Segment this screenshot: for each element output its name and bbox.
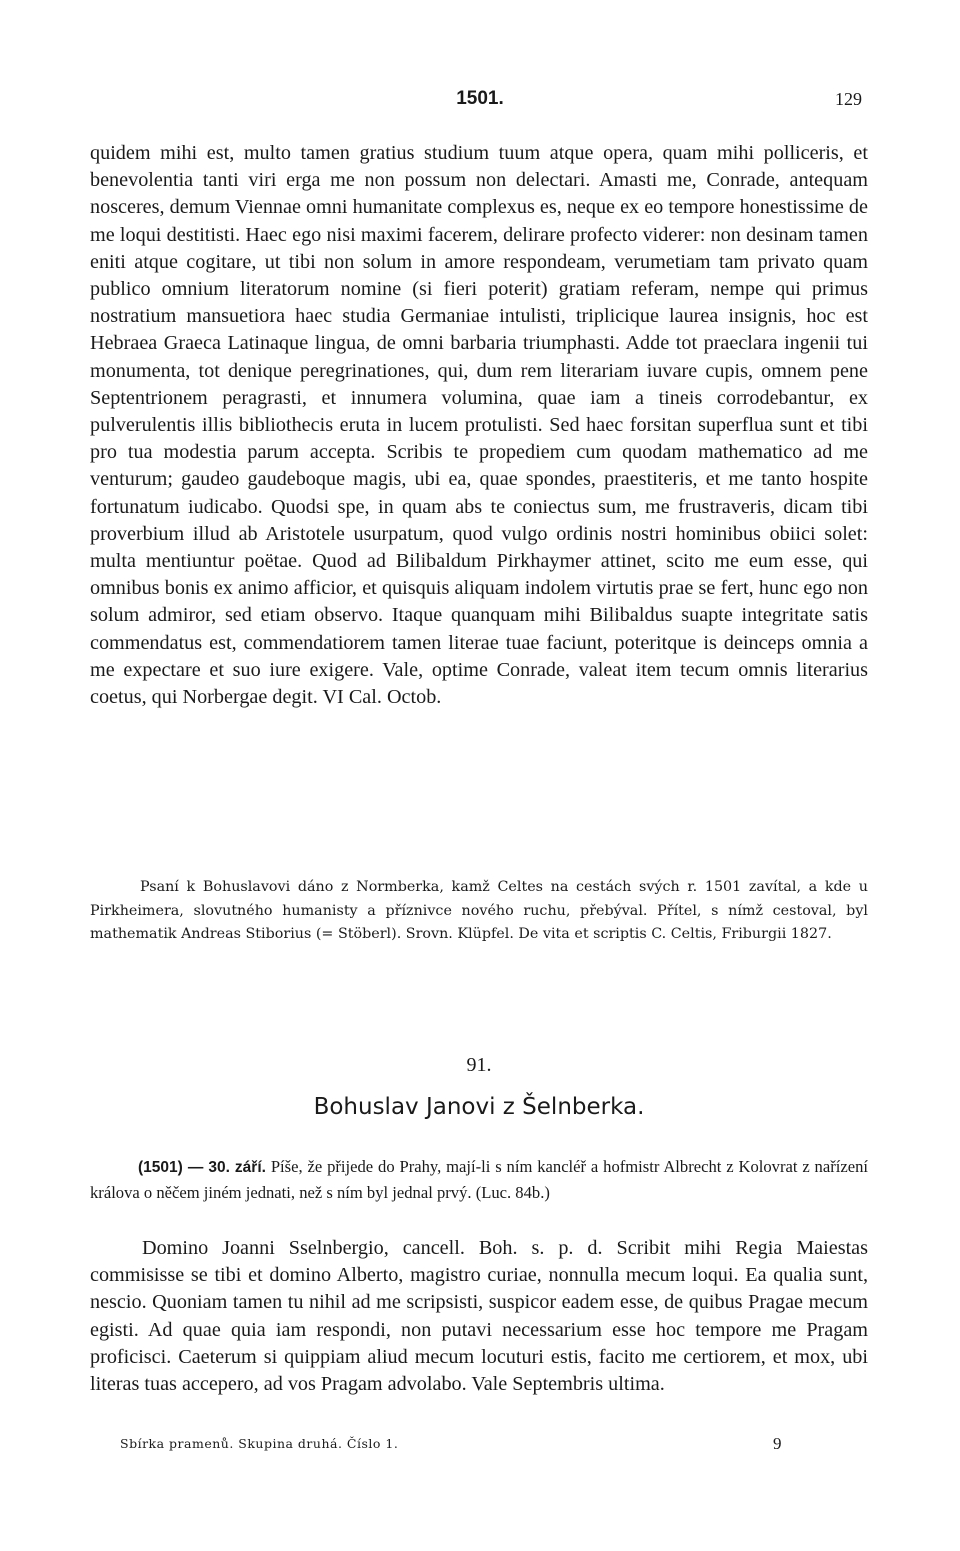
letter-body: Domino Joanni Sselnbergio, cancell. Boh. s. p. d. Scribit mihi Regia Maiestas commisisse se tibi et domino Alberto, magistro curiae, nonnulla mecum loqui. Ea qualia sunt, nescio. Quoniam tamen tu nihil ad me scripsisti, suspicor eadem esse, de quibus Pragae mecum egisti. Ad quae quia iam respondi, non putavi necessarium esse hoc tempore me Pragam proficisci. Caeterum si quippiam aliud mecum locuturi estis, facito me certiorem, et mox, ubi literas tuas accepero, ad vos Pragam advolabo. Vale Septembris ultima.: [90, 1237, 868, 1396]
signature-mark: Sbírka pramenů. Skupina druhá. Číslo 1.: [120, 1436, 399, 1451]
running-header: [90, 88, 870, 118]
letter-number: 91.: [466, 1054, 492, 1076]
main-letter-text: quidem mihi est, multo tamen gratius studium tuum atque opera, quam mihi polliceris, et benevolentia tanti viri erga me non possum non delectari. Amasti me, Conrade, antequam nosceres, demum Viennae omni humanitate complexus es, neque ex eo tempore honestissime de me loqui destitisti. Haec ego nisi maximi facerem, delirare profecto viderer: non desinam tamen eniti atque cogitare, ut tibi non solum in amore respondeam, verumetiam tam privato quam publico omnium literatorum nomine (si fieri poterit) gratiam referam, nempe qui primus nostratium mansuetiora haec studia Germaniae intulisti, triplicique laurea insignis, hoc est Hebraea Graeca Latinaque lingua, de omni barbaria triumphasti. Adde tot praeclara ingenii tui monumenta, tot denique peregrinationes, qui, dum rem literariam iuvare cupis, omnem pene Septentrionem peragrasti, et innumera volumina, quae iam a tineis corrodebantur, ex pulverulentis illis bibliothecis eruta in lucem protulisti. Sed haec forsitan superflua sunt et tibi pro tua modestia parum accepta. Scribis te propediem cum quodam mathematico ad me venturum; gaudeo gaudeboque magis, ubi ea, quae spondes, praestiteris, et me tanto hospite fortunatum iudicabo. Quodsi spe, in quam abs te coniectus sum, me frustraveris, dicam tibi proverbium illud ab Aristotele usurpatum, quod vulgo ordinis nostri hominibus obiici solet: multa mentiuntur poëtae. Quod ad Bilibaldum Pirkhaymer attinet, scito me eum esse, qui omnibus bonis ex animo afficior, et quisquis aliquam indolem virtutis prae se fert, hunc ego non solum admiror, sed etiam observo. Itaque quanquam mihi Bilibaldus suapte integritate satis commendatus est, commendatiorem tamen literae tuae faciunt, poteritque is deinceps omnia a me expectare et suo iure exigere. Vale, optime Conrade, valeat item tecum omnis literarius coetus, qui Norbergae degit. VI Cal. Octob.: [90, 142, 868, 709]
letter-summary: [90, 1154, 868, 1205]
letter-title: Bohuslav Janovi z Šelnberka.: [313, 1094, 645, 1120]
editorial-note: Psaní k Bohuslavovi dáno z Normberka, kamž Celtes na cestách svých r. 1501 zavítal, a kde u Pirkheimera, slovutného humanisty a příznivce nového ruchu, přebýval. Přítel, s nímž cestoval, byl mathematik Andreas Stiborius (= Stöberl). Srovn. Klüpfel. De vita et scriptis C. Celtis, Friburgii 1827.: [90, 879, 868, 942]
letter-summary-text: Píše, že přijede do Prahy, mají-li s ním kancléř a hofmistr Albrecht z Kolovrat z nařízení králova o něčem jiném jednati, než s ním byl jednal prvý. (Luc. 84b.): [90, 1157, 868, 1202]
page-number: 129: [835, 89, 862, 109]
page-footer: [90, 1436, 870, 1458]
sheet-number: 9: [773, 1434, 782, 1453]
header-year: 1501.: [456, 88, 504, 109]
letter-date: (1501) — 30. září.: [138, 1159, 266, 1176]
